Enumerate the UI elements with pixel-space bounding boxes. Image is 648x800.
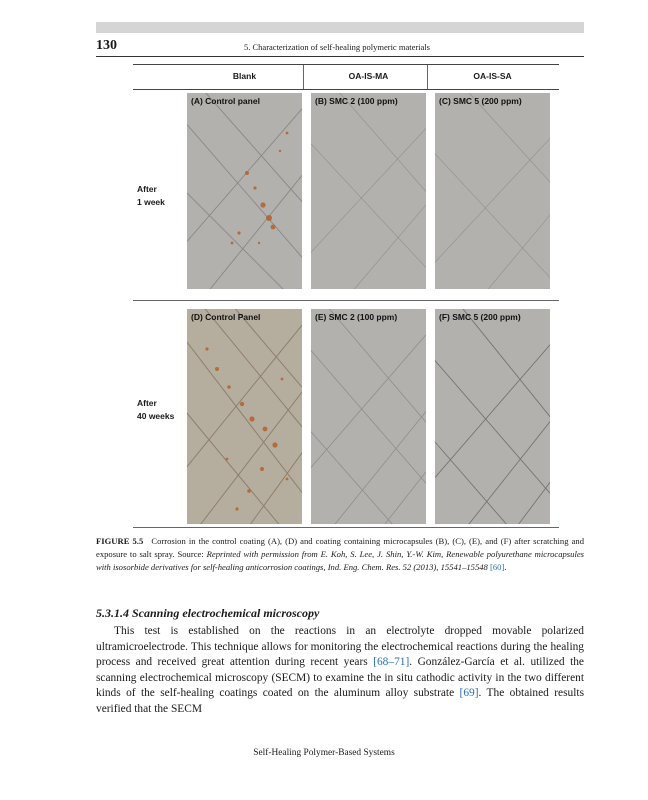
panel-label-b: (B) SMC 2 (100 ppm) [315, 96, 398, 106]
panel-c-smc5 [435, 93, 550, 289]
caption-source: Reprinted with permission from E. Koh, S. Lee, J. Shin, Y.-W. Kim, Renewable polyurethane microcapsules with isosorbide derivatives for self-healing anticorrosion coatings, Ind. Eng. Chem. Res. 52 (2013), 15541–15548 [96, 548, 584, 572]
panel-c-scratches [435, 93, 550, 289]
row-label-40-weeks [137, 397, 174, 423]
body-paragraph [96, 624, 584, 718]
column-head-oa-is-sa: OA-IS-SA [473, 71, 512, 81]
panel-f-scratches [435, 309, 550, 524]
panel-label-f: (F) SMC 5 (200 ppm) [439, 312, 521, 322]
caption-ref-link[interactable]: [60] [490, 561, 505, 572]
panel-label-e: (E) SMC 2 (100 ppm) [315, 312, 398, 322]
figure-label: FIGURE 5.5 [96, 536, 144, 546]
page-number: 130 [96, 38, 117, 53]
panel-f-smc5 [435, 309, 550, 524]
row-label-line: After [137, 184, 157, 194]
panel-e-smc2 [311, 309, 426, 524]
figure-column-header [133, 64, 559, 90]
column-separator [303, 65, 304, 89]
paragraph-part-2: . González-García et al. utilized the scanning electrochemical microscopy (SECM) to examine the in situ cathodic activity in the two different kinds of the self-healing coatings coated on the aluminum alloy substrate [96, 656, 584, 700]
chapter-title: 5. Characterization of self-healing polymeric materials [244, 42, 430, 52]
figure-bottom-rule [133, 527, 559, 528]
panel-label-a: (A) Control panel [191, 96, 260, 106]
paragraph-part-3: . The obtained results verified that the SECM [96, 687, 584, 715]
panel-d-scratches [187, 309, 302, 524]
row-separator [133, 300, 559, 301]
figure-5-5 [133, 64, 559, 528]
panel-b-smc2 [311, 93, 426, 289]
paragraph-part-1: This test is established on the reactions in an electrolyte dropped movable polarized ultramicroelectrode. This technique allows for monitoring the electrochemical reactions during the healing process and received great attention during recent years [96, 625, 584, 669]
top-gray-bar [96, 22, 584, 33]
body-text [96, 624, 584, 718]
column-head-oa-is-ma: OA-IS-MA [348, 71, 389, 81]
panel-d-control [187, 309, 302, 524]
ref-link-68-71[interactable]: [68–71] [373, 656, 410, 669]
panel-label-d: (D) Control Panel [191, 312, 261, 322]
row-label-line: 1 week [137, 197, 165, 207]
panel-label-c: (C) SMC 5 (200 ppm) [439, 96, 522, 106]
row-label-line: After [137, 398, 157, 408]
panel-a-control [187, 93, 302, 289]
section-heading: 5.3.1.4 Scanning electrochemical microscopy [96, 606, 320, 620]
running-head [96, 36, 584, 57]
column-separator [427, 65, 428, 89]
caption-text: Corrosion in the control coating (A), (D) and coating containing microcapsules (B), (C), (E), and (F) after scratching and exposure to salt spray. Source: [96, 536, 584, 559]
book-footer: Self-Healing Polymer-Based Systems [253, 748, 395, 758]
panel-a-scratches [187, 93, 302, 289]
panel-e-scratches [311, 309, 426, 524]
row-label-1-week [137, 183, 165, 209]
ref-link-69[interactable]: [69] [459, 687, 479, 700]
panel-b-scratches [311, 93, 426, 289]
column-head-blank: Blank [232, 71, 257, 81]
row-label-line: 40 weeks [137, 411, 175, 421]
figure-caption: FIGURE 5.5 Corrosion in the control coating (A), (D) and coating containing microcapsules (B), (C), (E), and (F) after scratching and exposure to salt spray. Source: Reprinted with permission from E. Koh, S. Lee, J. Shin, Y.-W. Kim, Renewable polyurethane microcapsules with isosorbide derivatives for self-healing anticorrosion coatings, Ind. Eng. Chem. Res. 52 (2013), 15541–15548 [60]. [96, 536, 584, 572]
